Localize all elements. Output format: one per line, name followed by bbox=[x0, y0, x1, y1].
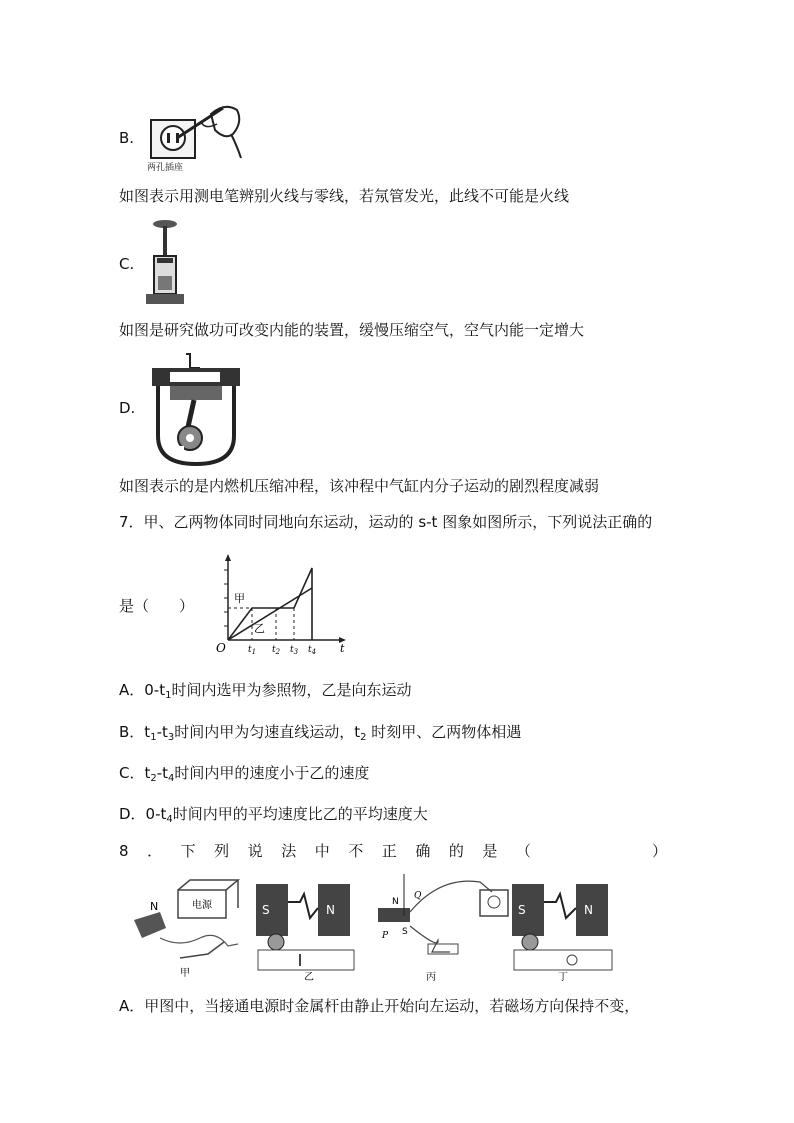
graph-tick-t2-sub: 2 bbox=[275, 648, 281, 656]
q8-ding-n: N bbox=[584, 903, 593, 917]
option-d-label: D. bbox=[119, 399, 136, 417]
option-c-text: 如图是研究做功可改变内能的装置，缓慢压缩空气，空气内能一定增大 bbox=[119, 321, 585, 339]
q8-ding-s: S bbox=[518, 903, 526, 917]
q8-ding-label: 丁 bbox=[558, 972, 568, 983]
q8-bing-n: N bbox=[392, 897, 399, 907]
q8-jia-n: N bbox=[150, 900, 159, 913]
q8-bing-label: 丙 bbox=[426, 972, 436, 983]
svg-text:t4 bbox=[308, 645, 316, 656]
graph-tick-t3: t bbox=[290, 645, 294, 655]
air-compression-cylinder-figure bbox=[142, 216, 188, 308]
graph-label-jia: 甲 bbox=[234, 592, 245, 605]
graph-origin: O bbox=[216, 641, 226, 655]
q8-option-a: A．甲图中，当接通电源时金属杆由静止开始向左运动，若磁场方向保持不变， bbox=[119, 997, 640, 1015]
q8-jia-label: 甲 bbox=[180, 968, 190, 979]
svg-text:t3 bbox=[290, 645, 299, 656]
q7-option-d: D．$0-t_4$时间内甲的平均速度比乙的平均速度大 bbox=[119, 805, 428, 825]
q8-bing-q: Q bbox=[414, 891, 422, 901]
test-pen-socket-figure bbox=[145, 100, 251, 174]
q8-bing-p: P bbox=[382, 931, 389, 941]
q7-option-b: B．$t_1-t_3$时间内甲为匀速直线运动，$t_2$ 时刻甲、乙两物体相遇 bbox=[119, 723, 522, 743]
option-b-label: B. bbox=[119, 129, 135, 147]
q7-option-c: C．$t_2-t_4$时间内甲的速度小于乙的速度 bbox=[119, 764, 370, 784]
q8-figure-yi bbox=[256, 884, 354, 983]
graph-tick-t4: t bbox=[308, 645, 312, 655]
socket-caption: 两孔插座 bbox=[147, 163, 184, 173]
q8-figures bbox=[120, 868, 620, 984]
svg-text:t2 bbox=[272, 645, 281, 656]
q8-bing-s: S bbox=[402, 927, 408, 937]
q7-option-a: A．$0-t_1$时间内选甲为参照物，乙是向东运动 bbox=[119, 681, 412, 701]
option-b-text: 如图表示用测电笔辨别火线与零线，若氖管发光，此线不可能是火线 bbox=[119, 187, 570, 205]
q8-figure-bing bbox=[378, 874, 508, 983]
graph-tick-t3-sub: 3 bbox=[293, 648, 299, 656]
graph-label-yi: 乙 bbox=[254, 622, 265, 635]
q8-stem: 8 ． 下 列 说 法 中 不 正 确 的 是 （ ） bbox=[119, 842, 667, 860]
q7-stem-end: 是（ ） bbox=[119, 597, 195, 615]
q8-figure-jia bbox=[134, 880, 238, 979]
graph-tick-t4-sub: 4 bbox=[311, 648, 317, 656]
option-c-label: C. bbox=[119, 255, 135, 273]
graph-x-label: t bbox=[340, 642, 345, 655]
q7-stem: 7．甲、乙两物体同时同地向东运动，运动的 s-t 图象如图所示，下列说法正确的 bbox=[119, 513, 653, 531]
engine-compression-stroke-figure bbox=[146, 350, 246, 468]
q8-yi-n: N bbox=[326, 903, 335, 917]
svg-text:t1 bbox=[248, 645, 256, 656]
graph-tick-t2: t bbox=[272, 645, 276, 655]
q8-jia-power-label: 电源 bbox=[192, 900, 212, 911]
q8-yi-s: S bbox=[262, 903, 270, 917]
option-d-text: 如图表示的是内燃机压缩冲程，该冲程中气缸内分子运动的剧烈程度减弱 bbox=[119, 477, 600, 495]
q8-yi-label: 乙 bbox=[304, 972, 314, 983]
q8-figure-ding bbox=[512, 884, 612, 983]
graph-tick-t1: t bbox=[248, 645, 252, 655]
q7-st-graph bbox=[200, 552, 352, 656]
graph-tick-t1-sub: 1 bbox=[251, 648, 257, 656]
